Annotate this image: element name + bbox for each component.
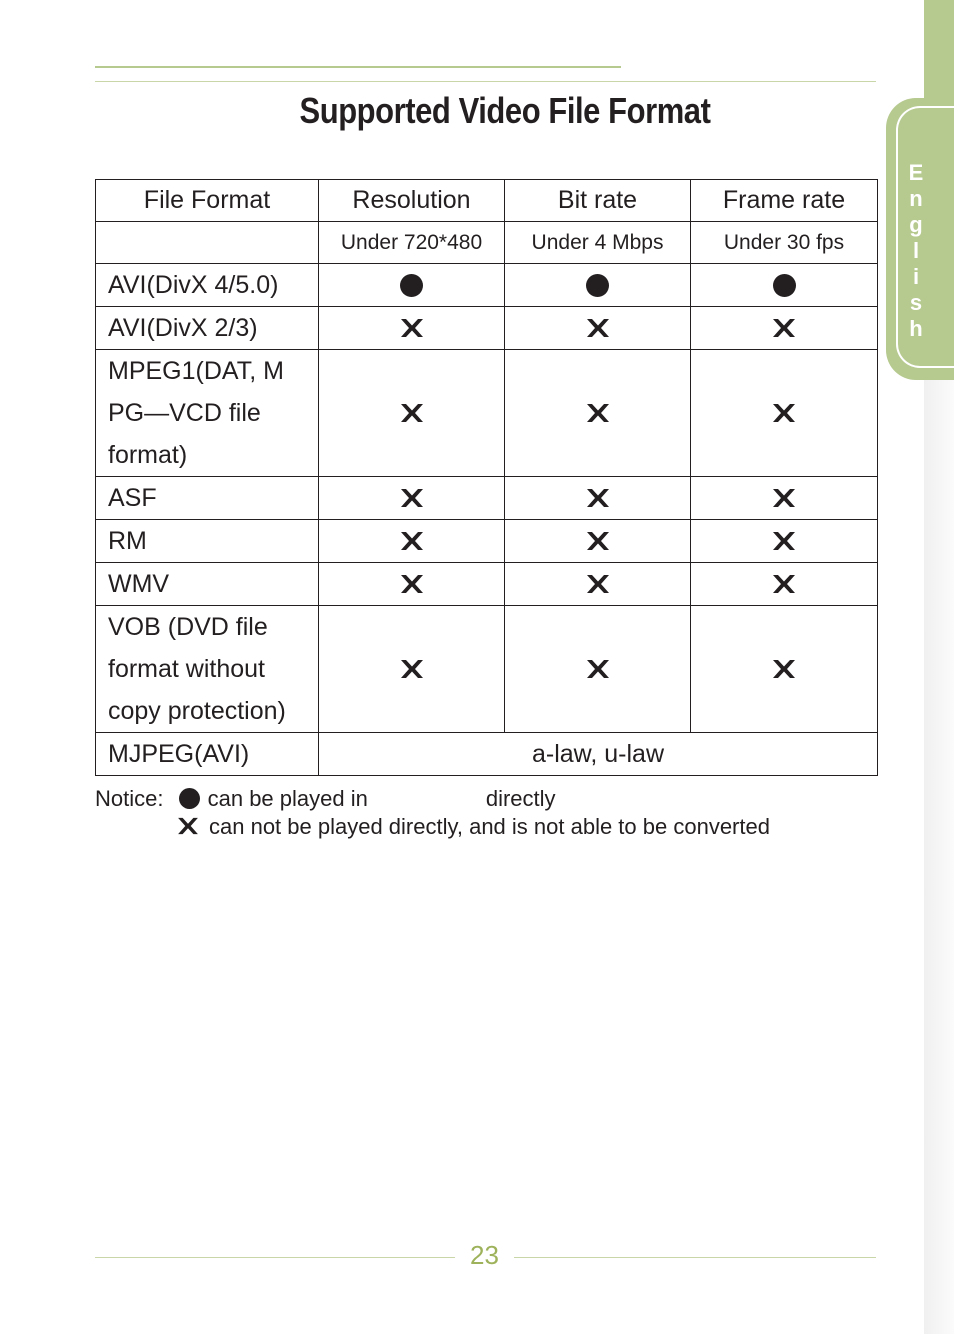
header-rule-thick [95,66,621,68]
cross-icon [177,817,199,835]
format-name-line: ASF [108,484,157,512]
footer-rule-right [514,1257,876,1258]
cross-icon [400,403,424,423]
subheader-cell: Under 4 Mbps [505,222,691,264]
support-mark-cell [691,264,878,307]
cross-icon [586,318,610,338]
support-mark-cell [319,563,505,606]
cross-icon [772,318,796,338]
notice-unplayable-text: can not be played directly, and is not able to be converted [209,814,770,839]
notice-block [95,785,895,841]
format-name-line: AVI(DivX 4/5.0) [108,271,279,299]
support-mark-cell [505,520,691,563]
cross-icon [586,403,610,423]
support-mark-cell [505,264,691,307]
format-name [96,264,319,307]
filled-circle-icon [773,274,796,297]
support-mark-cell [691,350,878,477]
filled-circle-icon [400,274,423,297]
format-rows [96,264,878,733]
footer-rule-left [95,1257,455,1258]
cross-icon [400,574,424,594]
notice-playable-text-end: directly [485,786,556,811]
subheader-cell [96,222,319,264]
header-rule-thin [95,81,876,82]
cross-icon [586,488,610,508]
format-name-line: MPEG1(DAT, M [108,357,284,385]
notice-line-unplayable [95,813,895,841]
table-row [96,477,878,520]
support-mark-cell [691,563,878,606]
table-row [96,606,878,733]
column-header: Resolution [319,180,505,222]
cross-icon [586,574,610,594]
format-name [96,350,319,477]
column-header: Frame rate [691,180,878,222]
support-mark-cell [505,563,691,606]
notice-line-playable [95,785,895,813]
support-mark-cell [319,606,505,733]
table-row [96,264,878,307]
column-header: File Format [96,180,319,222]
cross-icon [400,488,424,508]
support-mark-cell [505,350,691,477]
page-title: Supported Video File Format [299,90,711,131]
table-row [96,520,878,563]
cross-icon [586,531,610,551]
format-name [96,520,319,563]
table-header-row [96,180,878,222]
format-name: MJPEG(AVI) [96,733,319,776]
format-name-line: format without [108,655,266,683]
support-mark-cell [319,520,505,563]
language-letter: g [909,212,923,237]
format-name-line: AVI(DivX 2/3) [108,314,258,342]
cross-icon [772,403,796,423]
table-subheader-row [96,222,878,264]
format-table [95,179,878,776]
support-mark-cell [691,520,878,563]
language-letter: h [909,316,923,341]
format-name [96,606,319,733]
support-mark-cell [319,477,505,520]
support-mark-cell [505,606,691,733]
support-mark-cell [505,477,691,520]
format-name-line: format) [108,441,188,469]
language-letter: l [912,238,920,263]
support-mark-cell [505,307,691,350]
cross-icon [400,659,424,679]
cross-icon [772,488,796,508]
language-letter: i [912,264,920,289]
merged-value-cell: a-law, u-law [319,733,878,776]
language-letter: n [909,186,923,211]
format-name-line: RM [108,527,147,555]
support-mark-cell [691,606,878,733]
support-mark-cell [319,307,505,350]
support-mark-cell [691,477,878,520]
notice-playable-text: can be played in [207,786,368,811]
cross-icon [772,531,796,551]
format-name-line: VOB (DVD file [108,613,268,641]
column-header: Bit rate [505,180,691,222]
subheader-cell: Under 30 fps [691,222,878,264]
format-name-line: PG—VCD file [108,399,261,427]
cross-icon [400,531,424,551]
table-row [96,563,878,606]
support-mark-cell [319,350,505,477]
table-row [96,307,878,350]
language-letter: E [908,160,924,185]
format-name-line: WMV [108,570,170,598]
table-row [96,733,878,776]
cross-icon [772,659,796,679]
cross-icon [586,659,610,679]
notice-label: Notice: [95,786,164,811]
support-mark-cell [319,264,505,307]
filled-circle-icon [179,788,200,809]
table-row [96,350,878,477]
support-mark-cell [691,307,878,350]
format-name [96,307,319,350]
format-name [96,477,319,520]
subheader-cell: Under 720*480 [319,222,505,264]
format-name-line: copy protection) [108,697,286,725]
filled-circle-icon [586,274,609,297]
language-letter: s [909,290,923,315]
page-number: 23 [470,1240,499,1270]
format-name [96,563,319,606]
cross-icon [772,574,796,594]
language-tab-label [902,160,930,342]
cross-icon [400,318,424,338]
